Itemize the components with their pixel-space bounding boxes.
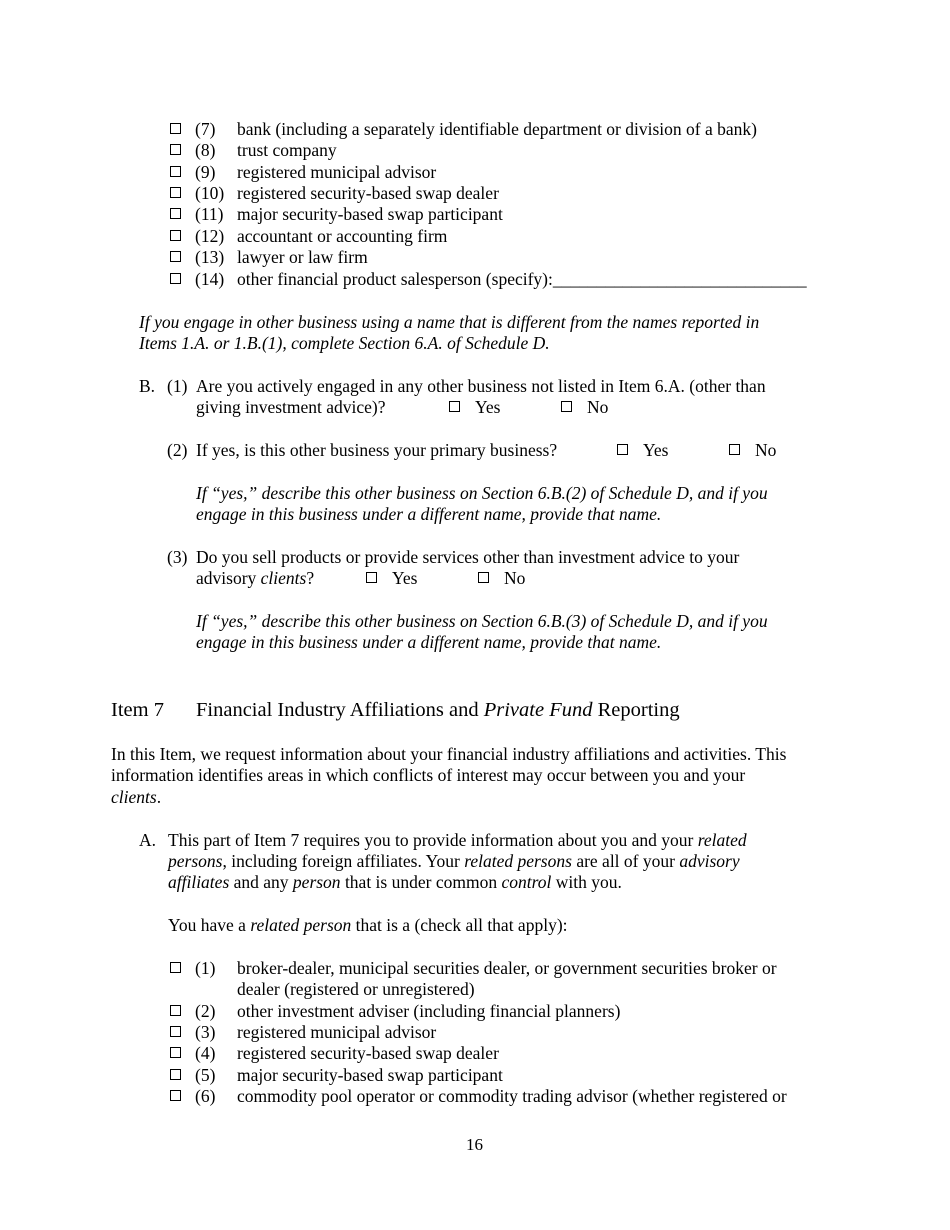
section-b-letter: B. [139,376,156,396]
a-line2 [168,851,740,872]
list-item-label: registered security-based swap dealer [237,1043,499,1063]
q3-line2-pre: advisory [196,568,261,588]
list-item-num: (13) [195,247,225,267]
a-line1 [168,830,747,851]
list-item-label: commodity pool operator or commodity trading advisor (whether registered or [237,1086,787,1106]
list-item-num: (4) [195,1043,216,1063]
list-item-label: trust company [237,140,337,160]
note-6a-line1: If you engage in other business using a name that is different from the names reported in [139,312,760,332]
list-item-label: other financial product salesperson (specify):_____________________________ [237,269,807,289]
a-letter: A. [139,830,157,850]
checkbox-7a-2[interactable] [170,1005,181,1016]
q2-text: If yes, is this other business your primary business? [196,440,558,460]
list-item-label: registered municipal advisor [237,162,437,182]
list-item-label-cont: dealer (registered or unregistered) [237,979,475,999]
a-l2-em3: advisory [679,851,740,871]
checkbox-6a-9[interactable] [170,166,181,177]
checkbox-7a-4[interactable] [170,1047,181,1058]
checkbox-7a-3[interactable] [170,1026,181,1037]
check-post: that is a (check all that apply): [351,915,568,935]
a-l3-em3: control [501,872,552,892]
q3-num: (3) [167,547,188,567]
checkbox-6a-13[interactable] [170,251,181,262]
q3-line1: Do you sell products or provide services other than investment advice to your [196,547,740,567]
list-item-label: registered municipal advisor [237,1022,437,1042]
q1-line1: Are you actively engaged in any other business not listed in Item 6.A. (other than [196,376,766,396]
list-item-label: major security-based swap participant [237,1065,503,1085]
list-item-num: (11) [195,204,224,224]
check-instructions [168,915,568,936]
checkbox-6a-10[interactable] [170,187,181,198]
list-item-label: lawyer or law firm [237,247,368,267]
checkbox-7a-5[interactable] [170,1069,181,1080]
q3-note-line1: If “yes,” describe this other business on Section 6.B.(3) of Schedule D, and if you [196,611,768,631]
list-item-label: registered security-based swap dealer [237,183,499,203]
intro-line1: In this Item, we request information about your financial industry affiliations and activities. This [111,744,787,764]
list-item-label: broker-dealer, municipal securities dealer, or government securities broker or [237,958,777,978]
q2-note-line2: engage in this business under a different name, provide that name. [196,504,662,524]
a-l2-em1: persons [168,851,223,871]
intro-line2: information identifies areas in which conflicts of interest may occur between you and your [111,765,746,785]
q2-no-label: No [755,440,777,460]
list-item-num: (2) [195,1001,216,1021]
q3-no-label: No [504,568,526,588]
list-item-num: (1) [195,958,216,978]
q3-note-line2: engage in this business under a different name, provide that name. [196,632,662,652]
q1-yes-label: Yes [475,397,501,417]
checkbox-6a-14[interactable] [170,273,181,284]
a-l2-em2: related persons [464,851,572,871]
a-line3 [168,872,622,893]
q3-yes-label: Yes [392,568,418,588]
list-item-label: other investment adviser (including financial planners) [237,1001,621,1021]
list-item-num: (6) [195,1086,216,1106]
a-l1-em: related [697,830,747,850]
item7-title-em: Private Fund [483,699,593,721]
list-item-num: (7) [195,119,216,139]
item7-title [196,698,680,722]
q3-line2-em: clients [260,568,307,588]
checkbox-q2-yes[interactable] [617,444,628,455]
item7-label: Item 7 [111,699,164,721]
a-l2-mid2: are all of your [571,851,680,871]
a-l3-em2: person [292,872,341,892]
a-l3-mid: and any [229,872,293,892]
q1-no-label: No [587,397,609,417]
note-6a-line2: Items 1.A. or 1.B.(1), complete Section 6.A. of Schedule D. [139,333,550,353]
list-item-num: (14) [195,269,225,289]
checkbox-6a-7[interactable] [170,123,181,134]
intro-line3-post: . [156,787,162,807]
check-pre: You have a [168,915,251,935]
check-em: related person [250,915,352,935]
checkbox-6a-8[interactable] [170,144,181,155]
q3-line2-post: ? [306,568,315,588]
q3-line2 [196,568,314,589]
q2-num: (2) [167,440,188,460]
list-item-num: (3) [195,1022,216,1042]
q2-note-line1: If “yes,” describe this other business on Section 6.B.(2) of Schedule D, and if you [196,483,768,503]
q2-yes-label: Yes [643,440,669,460]
checkbox-6a-12[interactable] [170,230,181,241]
checkbox-q3-no[interactable] [478,572,489,583]
q1-num: (1) [167,376,188,396]
checkbox-7a-1[interactable] [170,962,181,973]
list-item-num: (10) [195,183,225,203]
list-item-num: (5) [195,1065,216,1085]
intro-line3-em: clients [111,787,157,807]
checkbox-6a-11[interactable] [170,208,181,219]
item7-title-pre: Financial Industry Affiliations and [196,699,484,721]
checkbox-7a-6[interactable] [170,1090,181,1101]
page-number: 16 [466,1135,483,1154]
list-item-label: accountant or accounting firm [237,226,448,246]
intro-line3 [111,787,161,808]
item7-title-post: Reporting [592,699,680,721]
a-l3-mid2: that is under common [340,872,502,892]
checkbox-q1-yes[interactable] [449,401,460,412]
a-l2-mid: , including foreign affiliates. Your [222,851,465,871]
list-item-num: (8) [195,140,216,160]
checkbox-q1-no[interactable] [561,401,572,412]
checkbox-q2-no[interactable] [729,444,740,455]
a-l3-em1: affiliates [168,872,230,892]
list-item-label: major security-based swap participant [237,204,503,224]
checkbox-q3-yes[interactable] [366,572,377,583]
a-l1-pre: This part of Item 7 requires you to provide information about you and your [168,830,698,850]
list-item-num: (9) [195,162,216,182]
a-l3-post: with you. [551,872,622,892]
q1-line2: giving investment advice)? [196,397,386,417]
list-item-label: bank (including a separately identifiable department or division of a bank) [237,119,757,139]
list-item-num: (12) [195,226,225,246]
